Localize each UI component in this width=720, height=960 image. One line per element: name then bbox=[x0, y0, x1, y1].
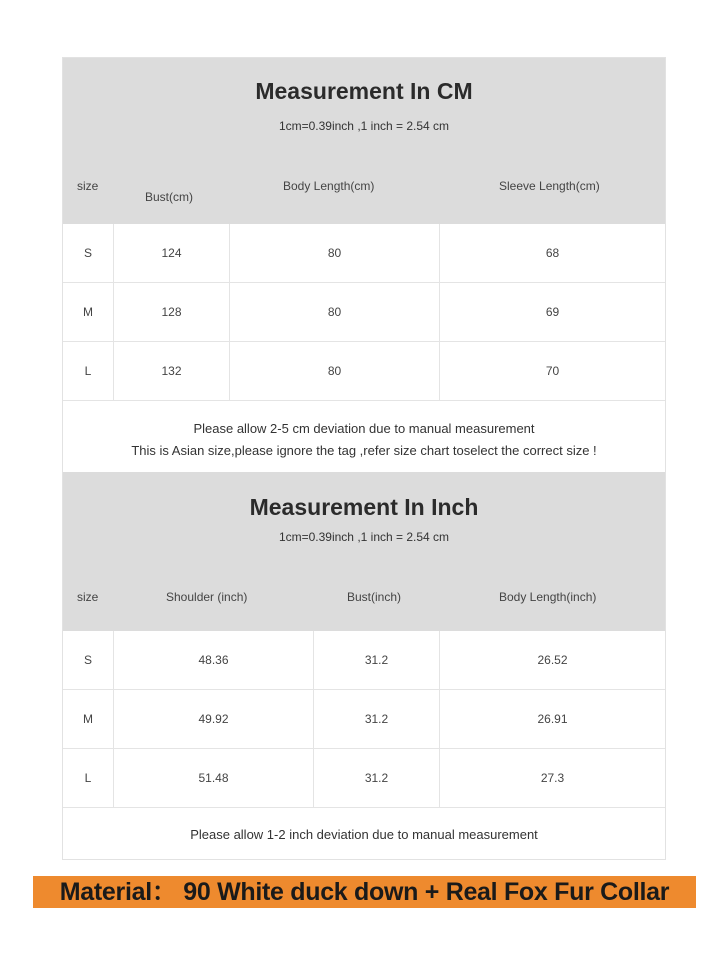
body-length-cell: 80 bbox=[230, 224, 440, 282]
body-length-cell: 80 bbox=[230, 283, 440, 341]
size-chart-card bbox=[62, 57, 666, 860]
body-length-cell: 26.91 bbox=[537, 712, 568, 726]
inch-col-body-length: Body Length(inch) bbox=[499, 590, 597, 604]
size-cell: L bbox=[63, 342, 114, 400]
cm-col-sleeve-length: Sleeve Length(cm) bbox=[499, 179, 600, 193]
sleeve-length-cell: 70 bbox=[545, 364, 560, 378]
inch-table bbox=[63, 631, 665, 807]
cm-col-bust: Bust(cm) bbox=[145, 190, 193, 204]
cm-note-line-2: This is Asian size,please ignore the tag ,refer size chart toselect the correct size ! bbox=[131, 443, 597, 458]
size-cell: M bbox=[63, 283, 114, 341]
table-row bbox=[63, 224, 665, 282]
cm-col-size: size bbox=[77, 179, 99, 193]
table-row bbox=[63, 341, 665, 400]
inch-col-bust: Bust(inch) bbox=[347, 590, 402, 604]
table-row bbox=[63, 631, 665, 689]
bust-cell: 31.2 bbox=[314, 749, 440, 807]
size-cell: S bbox=[63, 224, 114, 282]
body-length-cell: 27.3 bbox=[540, 771, 565, 785]
bust-cell: 31.2 bbox=[314, 690, 440, 748]
inch-col-size: size bbox=[77, 590, 99, 604]
shoulder-cell: 51.48 bbox=[114, 749, 314, 807]
table-row bbox=[63, 748, 665, 807]
cm-header bbox=[63, 58, 665, 224]
material-banner: Material： 90 White duck down + Real Fox Fur Collar bbox=[33, 876, 696, 908]
inch-col-shoulder: Shoulder (inch) bbox=[166, 590, 248, 604]
body-length-cell: 80 bbox=[230, 342, 440, 400]
inch-conversion-note: 1cm=0.39inch ,1 inch = 2.54 cm bbox=[278, 530, 450, 544]
table-row bbox=[63, 689, 665, 748]
cm-col-body-length: Body Length(cm) bbox=[283, 179, 375, 193]
sleeve-length-cell: 69 bbox=[545, 305, 560, 319]
cm-title: Measurement In CM bbox=[255, 78, 473, 104]
body-length-cell: 26.52 bbox=[537, 653, 568, 667]
cm-table bbox=[63, 224, 665, 400]
bust-cell: 128 bbox=[114, 283, 230, 341]
inch-header bbox=[63, 472, 665, 631]
inch-title: Measurement In Inch bbox=[249, 494, 479, 520]
cm-note-line-1: Please allow 2-5 cm deviation due to manual measurement bbox=[193, 421, 535, 436]
inch-deviation-note: Please allow 1-2 inch deviation due to manual measurement bbox=[63, 807, 665, 859]
shoulder-cell: 49.92 bbox=[114, 690, 314, 748]
bust-cell: 31.2 bbox=[314, 631, 440, 689]
size-cell: S bbox=[63, 631, 114, 689]
bust-cell: 124 bbox=[114, 224, 230, 282]
size-cell: L bbox=[63, 749, 114, 807]
cm-deviation-note bbox=[63, 400, 665, 472]
size-cell: M bbox=[63, 690, 114, 748]
shoulder-cell: 48.36 bbox=[114, 631, 314, 689]
sleeve-length-cell: 68 bbox=[545, 246, 560, 260]
cm-conversion-note: 1cm=0.39inch ,1 inch = 2.54 cm bbox=[278, 119, 450, 133]
table-row bbox=[63, 282, 665, 341]
bust-cell: 132 bbox=[114, 342, 230, 400]
